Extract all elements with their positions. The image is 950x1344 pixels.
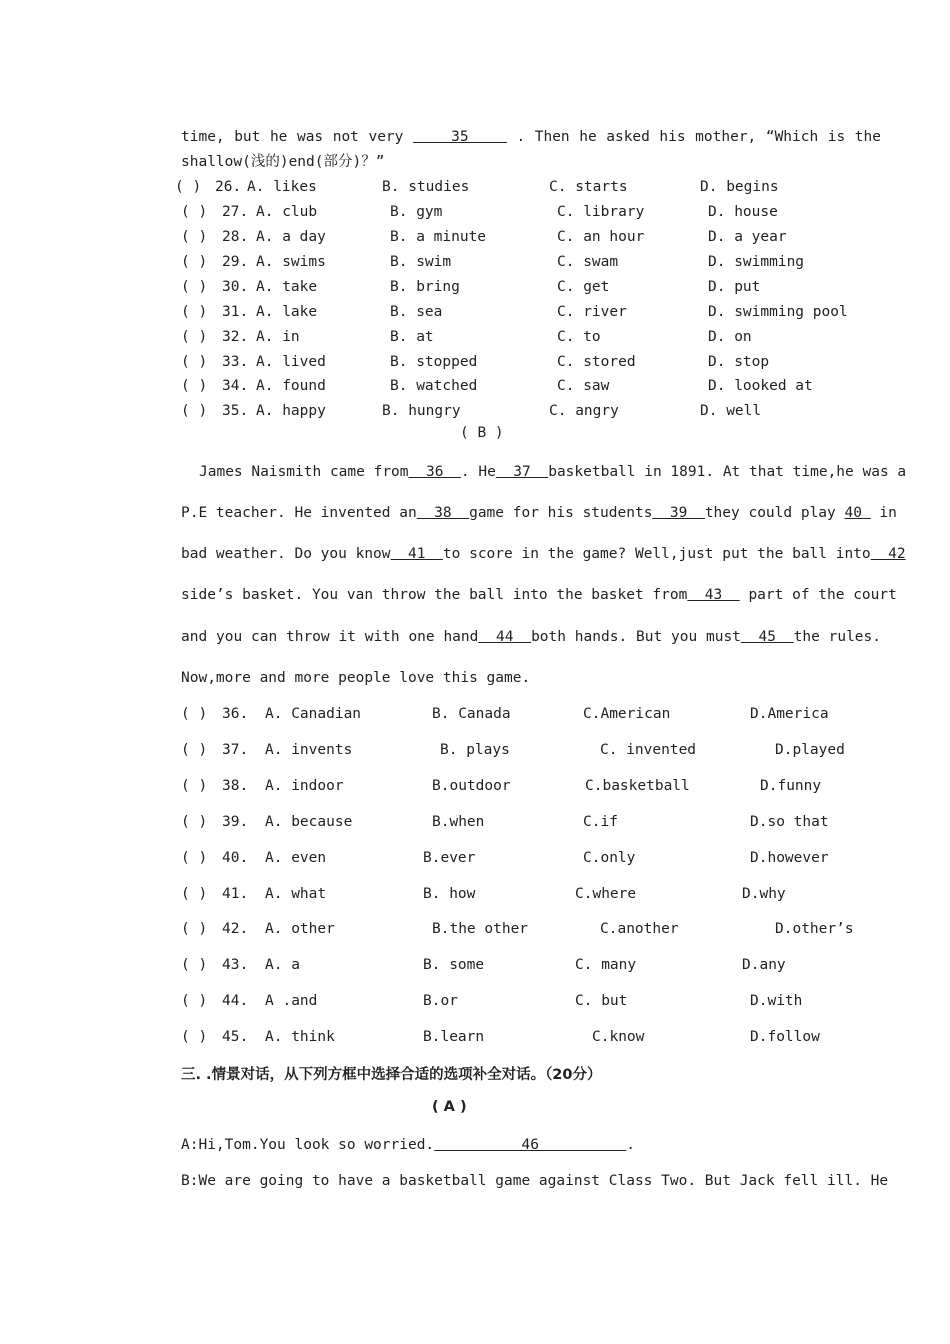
answer-paren: ( ): [181, 706, 208, 722]
question-number: 39.: [222, 814, 249, 830]
answer-paren: ( ): [181, 304, 208, 320]
passage-line: [181, 127, 881, 147]
answer-paren: ( ): [181, 354, 208, 370]
answer-paren: ( ): [181, 329, 208, 345]
passage-text: in: [870, 505, 897, 521]
option-c: C.if: [583, 814, 618, 830]
option-c: C. river: [557, 304, 627, 320]
option-a: A. a day: [256, 229, 326, 245]
option-c: C.American: [583, 706, 671, 722]
option-d: D.played: [775, 742, 845, 758]
question-number: 45.: [222, 1029, 249, 1045]
option-c: C. invented: [600, 742, 697, 758]
option-c: C. library: [557, 204, 645, 220]
question-number: 34.: [222, 378, 249, 394]
passage-text: they could play: [704, 505, 845, 521]
option-b: B.outdoor: [432, 778, 511, 794]
passage-text: side’s basket. You van throw the ball into the basket from: [181, 587, 688, 603]
answer-paren: ( ): [181, 778, 208, 794]
option-c: C.only: [583, 850, 636, 866]
answer-paren: ( ): [181, 403, 208, 419]
passage-line: shallow(浅的)end(部分)？”: [181, 154, 385, 170]
passage-line: [181, 503, 897, 523]
section-title: 三. .情景对话，从下列方框中选择合适的选项补全对话。（20分）: [181, 1067, 602, 1083]
option-b: B. stopped: [390, 354, 478, 370]
answer-paren: ( ): [181, 204, 208, 220]
option-d: D. on: [708, 329, 752, 345]
question-number: 32.: [222, 329, 249, 345]
answer-paren: ( ): [181, 886, 208, 902]
option-d: D. well: [700, 403, 762, 419]
option-a: A. other: [265, 921, 335, 937]
passage-text: P.E teacher. He invented an: [181, 505, 417, 521]
question-number: 42.: [222, 921, 249, 937]
option-c: C. get: [557, 279, 610, 295]
answer-paren: ( ): [181, 254, 208, 270]
answer-paren: ( ): [181, 742, 208, 758]
passage-text: bad weather. Do you know: [181, 546, 391, 562]
option-d: D.so that: [750, 814, 829, 830]
option-a: A. think: [265, 1029, 335, 1045]
option-d: D. swimming pool: [708, 304, 848, 320]
question-number: 43.: [222, 957, 249, 973]
answer-paren: ( ): [181, 921, 208, 937]
question-number: 38.: [222, 778, 249, 794]
option-a: A. invents: [265, 742, 353, 758]
answer-paren: ( ): [181, 850, 208, 866]
option-c: C. to: [557, 329, 601, 345]
option-c: C.basketball: [585, 778, 690, 794]
option-a: A. lived: [256, 354, 326, 370]
option-d: D. swimming: [708, 254, 805, 270]
passage-text: basketball in 1891. At that time,he was a: [548, 464, 907, 480]
option-b: B.or: [423, 993, 458, 1009]
option-c: C.another: [600, 921, 679, 937]
passage-text: to score in the game? Well,just put the ball into: [442, 546, 871, 562]
passage-text: part of the court: [739, 587, 897, 603]
option-b: B. hungry: [382, 403, 461, 419]
option-c: C.know: [592, 1029, 645, 1045]
question-number: 33.: [222, 354, 249, 370]
option-a: A. lake: [256, 304, 318, 320]
option-d: D.with: [750, 993, 803, 1009]
question-number: 29.: [222, 254, 249, 270]
passage-text: both hands. But you must: [531, 629, 741, 645]
answer-blank: 42: [870, 546, 906, 562]
option-c: C. starts: [549, 179, 628, 195]
passage-line: [181, 668, 881, 688]
option-c: C. many: [575, 957, 637, 973]
dialog-text: A:Hi,Tom.You look so worried.: [181, 1137, 435, 1153]
passage-line: [181, 544, 906, 564]
option-b: B.when: [432, 814, 485, 830]
option-b: B.learn: [423, 1029, 485, 1045]
part-b-heading: ( B ): [460, 425, 504, 441]
question-number: 31.: [222, 304, 249, 320]
option-b: B. a minute: [390, 229, 487, 245]
option-d: D. put: [708, 279, 761, 295]
option-b: B. watched: [390, 378, 478, 394]
question-number: 37.: [222, 742, 249, 758]
passage-text: . He: [460, 464, 496, 480]
option-d: D.follow: [750, 1029, 820, 1045]
passage-text: James Naismith came from: [199, 464, 409, 480]
option-c: C. saw: [557, 378, 610, 394]
answer-blank: 45: [740, 629, 794, 645]
option-a: A. swims: [256, 254, 326, 270]
question-number: 27.: [222, 204, 249, 220]
question-number: 44.: [222, 993, 249, 1009]
answer-paren: ( ): [181, 1029, 208, 1045]
passage-line: [181, 585, 897, 605]
option-d: D. house: [708, 204, 778, 220]
answer-blank: 35: [412, 129, 507, 145]
answer-paren: ( ): [181, 814, 208, 830]
option-b: B. gym: [390, 204, 443, 220]
dialog-line: [181, 1135, 881, 1155]
answer-blank: 39: [652, 505, 705, 521]
option-a: A. take: [256, 279, 318, 295]
answer-paren: ( ): [181, 229, 208, 245]
option-c: C. swam: [557, 254, 619, 270]
passage-text: the rules.: [793, 629, 882, 645]
passage-line: [199, 462, 907, 482]
passage-line: [181, 627, 881, 647]
option-a: A. found: [256, 378, 326, 394]
answer-blank: 38: [416, 505, 470, 521]
option-b: B. Canada: [432, 706, 511, 722]
answer-paren: ( ): [175, 179, 202, 195]
option-b: B. swim: [390, 254, 452, 270]
passage-text: . Then he asked his mother, “Which is the: [506, 129, 881, 145]
dialog-text: .: [626, 1137, 635, 1153]
option-a: A. even: [265, 850, 327, 866]
question-number: 26.: [215, 179, 242, 195]
option-d: D. stop: [708, 354, 770, 370]
option-a: A. because: [265, 814, 353, 830]
option-b: B. sea: [390, 304, 443, 320]
answer-paren: ( ): [181, 993, 208, 1009]
option-c: C. but: [575, 993, 628, 1009]
answer-blank: 40: [844, 505, 871, 521]
option-a: A. club: [256, 204, 318, 220]
option-a: A. in: [256, 329, 300, 345]
option-c: C. angry: [549, 403, 619, 419]
option-d: D.however: [750, 850, 829, 866]
passage-text: game for his students: [469, 505, 653, 521]
option-b: B. plays: [440, 742, 510, 758]
passage-text: Now,more and more people love this game.: [181, 670, 531, 686]
option-a: A. happy: [256, 403, 326, 419]
option-d: D.America: [750, 706, 829, 722]
answer-paren: ( ): [181, 957, 208, 973]
dialog-line: B:We are going to have a basketball game against Class Two. But Jack fell ill. He: [181, 1173, 889, 1189]
option-b: B. at: [390, 329, 434, 345]
question-number: 35.: [222, 403, 249, 419]
section3-heading: ( A ): [432, 1099, 467, 1115]
answer-blank: 43: [687, 587, 740, 603]
option-b: B.ever: [423, 850, 476, 866]
option-d: D. looked at: [708, 378, 813, 394]
option-b: B.the other: [432, 921, 529, 937]
option-a: A. likes: [247, 179, 317, 195]
answer-paren: ( ): [181, 279, 208, 295]
option-a: A .and: [265, 993, 318, 1009]
option-d: D.funny: [760, 778, 822, 794]
option-b: B. studies: [382, 179, 470, 195]
option-a: A. a: [265, 957, 300, 973]
passage-text: time, but he was not very: [181, 129, 413, 145]
question-number: 36.: [222, 706, 249, 722]
question-number: 28.: [222, 229, 249, 245]
answer-blank: 44: [478, 629, 532, 645]
option-d: D.any: [742, 957, 786, 973]
option-c: C.where: [575, 886, 637, 902]
question-number: 40.: [222, 850, 249, 866]
option-d: D. a year: [708, 229, 787, 245]
passage-text: and you can throw it with one hand: [181, 629, 479, 645]
answer-blank: 36: [408, 464, 461, 480]
option-b: B. some: [423, 957, 485, 973]
option-a: A. what: [265, 886, 327, 902]
option-d: D.other’s: [775, 921, 854, 937]
option-b: B. how: [423, 886, 476, 902]
answer-blank: 37: [495, 464, 549, 480]
option-b: B. bring: [390, 279, 460, 295]
answer-blank: 41: [390, 546, 443, 562]
option-a: A. Canadian: [265, 706, 362, 722]
answer-paren: ( ): [181, 378, 208, 394]
answer-blank: 46: [434, 1137, 627, 1153]
option-d: D.why: [742, 886, 786, 902]
option-d: D. begins: [700, 179, 779, 195]
question-number: 30.: [222, 279, 249, 295]
option-c: C. an hour: [557, 229, 645, 245]
question-number: 41.: [222, 886, 249, 902]
option-a: A. indoor: [265, 778, 344, 794]
option-c: C. stored: [557, 354, 636, 370]
